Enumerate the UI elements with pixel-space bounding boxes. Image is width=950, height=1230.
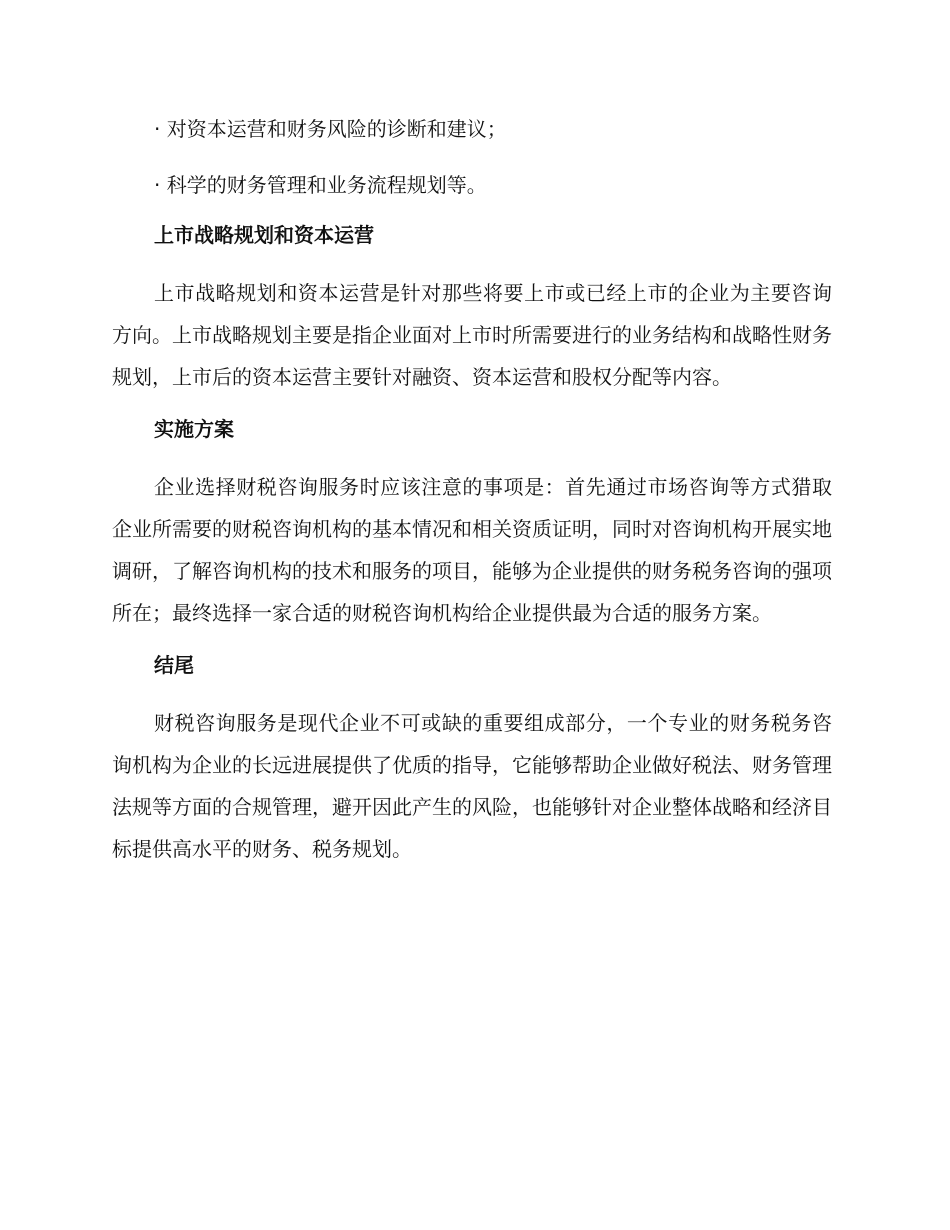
section-body-conclusion: 财税咨询服务是现代企业不可或缺的重要组成部分，一个专业的财务税务咨询机构为企业的长远进展提供了优质的指导，它能够帮助企业做好税法、财务管理法规等方面的合规管理，避开因此产生的风险，也能够针对企业整体战略和经济目标提供高水平的财务、税务规划。 xyxy=(112,711,832,861)
document-content xyxy=(112,108,832,886)
bullet-item-1: · 对资本运营和财务风险的诊断和建议； xyxy=(154,117,507,141)
section-body-implementation: 企业选择财税咨询服务时应该注意的事项是：首先通过市场咨询等方式猎取企业所需要的财税咨询机构的基本情况和相关资质证明，同时对咨询机构开展实地调研，了解咨询机构的技术和服务的项目，能够为企业提供的财务税务咨询的强项所在；最终选择一家合适的财税咨询机构给企业提供最为合适的服务方案。 xyxy=(112,475,832,625)
section-heading-implementation: 实施方案 xyxy=(154,417,234,441)
bullet-item-2: · 科学的财务管理和业务流程规划等。 xyxy=(154,173,487,197)
section-heading-conclusion: 结尾 xyxy=(154,653,194,677)
section-body-listing-strategy: 上市战略规划和资本运营是针对那些将要上市或已经上市的企业为主要咨询方向。上市战略规划主要是指企业面对上市时所需要进行的业务结构和战略性财务规划，上市后的资本运营主要针对融资、资本运营和股权分配等内容。 xyxy=(112,281,832,389)
section-heading-listing-strategy: 上市战略规划和资本运营 xyxy=(154,223,374,247)
